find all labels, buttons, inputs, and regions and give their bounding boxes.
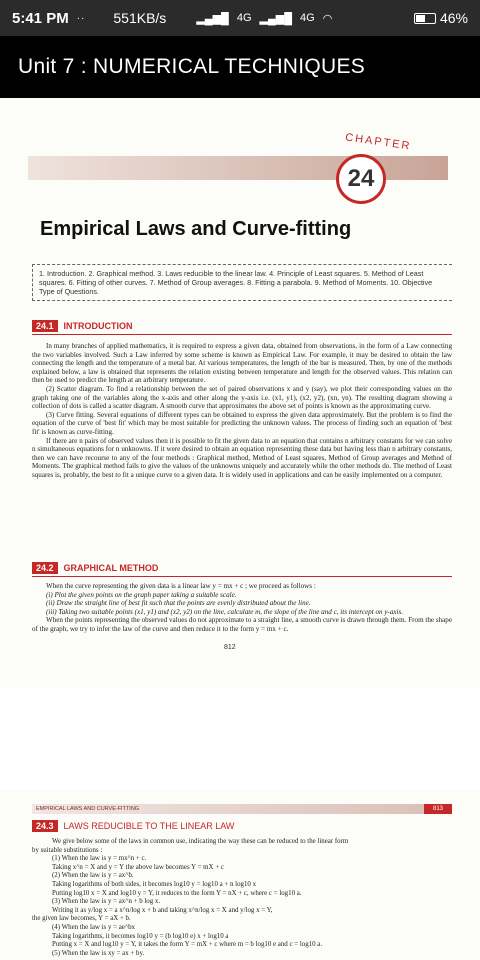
page-number: 812	[224, 644, 236, 651]
status-bar	[0, 0, 480, 36]
paragraph: If there are n pairs of observed values then it is possible to fit the given data to an equation that contains n arbitrary constants for we can solve n simultaneous equations for n unknowns. If it were desired to obtain an equation representing these data but having less than n arbitrary constants, then we can have recourse to any of the four methods : Graphical method, Method of Least squares, Method of Group averages and Method of Moments. The graphical method fails to give the values of the unknowns uniquely and accurately while the other methods do. The method of Least squares is, probably, the best to fit a unique curve to a given data. It is widely used in applications and can be easily implemented on a computer.	[32, 436, 452, 479]
chapter-contents: 1. Introduction. 2. Graphical method. 3. Laws reducible to the linear law. 4. Principle of Least squares. 5. Method of Least squares. 6. Fitting of other curves. 7. Method of Group averages. 8. Fitting a parabola. 9. Method of Moments. 10. Objective Type of Questions.	[32, 264, 452, 301]
text-line: Putting x = X and log10 y = Y, it takes the form Y = mX + c where m = b log10 e and c = log10 a.	[52, 941, 323, 949]
section-heading-introduction	[32, 320, 133, 332]
running-head: EMPIRICAL LAWS AND CURVE-FITTING	[32, 804, 452, 814]
chapter-title: Empirical Laws and Curve-fitting	[40, 218, 352, 240]
page-number: 813	[424, 804, 452, 814]
text-line: (1) When the law is y = mx^n + c.	[52, 855, 147, 863]
book-page-813[interactable]	[0, 790, 480, 960]
network-speed: 551KB/s	[113, 10, 167, 26]
text-line: Taking x^n = X and y = Y the above law becomes Y = mX + c	[52, 863, 224, 871]
app-bar	[0, 36, 480, 98]
text-line: the given law becomes, Y = aX + b.	[32, 915, 131, 923]
text-line: by suitable substitutions :	[32, 846, 103, 854]
chapter-label: CHAPTER	[344, 131, 413, 153]
notification-dots: ··	[76, 12, 86, 24]
step-i: (i) Plot the given points on the graph paper taking a suitable scale.	[46, 590, 237, 599]
text-line: Taking logarithms, it becomes log10 y = (b log10 e) x + log10 a	[52, 932, 229, 940]
text-line: (2) When the law is y = ax^b.	[52, 872, 134, 880]
battery-icon	[414, 13, 436, 24]
paragraph: In many branches of applied mathematics, it is required to express a given data, obtained from observations, in the form of a Law connecting the two variables involved. Such a Law inferred by some scheme is known as Empirical Law. For example, it may be desired to obtain the law connecting the length and the temperature of a metal bar. At various temperatures, the length of the bar is measured. Then, by one of the methods explained below, a law is obtained that represents the relation existing between temperature and length for the observed values. This relation can then be used to predict the length at an arbitrary temperature.	[32, 342, 452, 385]
paragraph: (2) Scatter diagram. To find a relationship between the set of paired observations x and y (say), we plot their corresponding values on the graph taking one of the variables along the x-axis and other along the y-axis i.e. (x1, y1), (x2, y2), (xn, yn). The resulting diagram showing a collection of dots is called a scatter diagram. A smooth curve that approximates the above set of points is known as the approximating curve.	[32, 384, 452, 411]
section-name: LAWS REDUCIBLE TO THE LINEAR LAW	[63, 821, 235, 831]
text-line: Taking logarithms of both sides, it becomes log10 y = log10 a + n log10 x	[52, 880, 257, 888]
text-line: (4) When the law is y = ae^bx	[52, 923, 135, 931]
signal-icon-1: ▂▄▆█	[196, 12, 229, 25]
network-type-1: 4G	[236, 12, 252, 24]
paragraph: (3) Curve fitting. Several equations of different types can be obtained to express the given data approximately. But the problem is to find the equation of the curve of 'best fit' which may be most suitable for predicting the unknown values. The process of finding such an equation of 'best fit' is known as curve-fitting.	[32, 410, 452, 436]
battery-indicator	[414, 10, 468, 26]
step-ii: (ii) Draw the straight line of best fit such that the points are evenly distributed about the line.	[46, 599, 311, 608]
section-rule	[32, 334, 452, 335]
section-heading-linear-law	[32, 820, 234, 832]
signal-icon-2: ▂▄▆█	[259, 12, 293, 25]
text-line: We give below some of the laws in common use, indicating the way these can be reduced to the linear form	[52, 838, 349, 845]
battery-percent: 46%	[439, 10, 468, 26]
text-line: (5) When the law is xy = ax + by.	[52, 949, 145, 957]
step-iii: (iii) Taking two suitable points (x1, y1) and (x2, y2) on the line, calculate m, the slope of the line and c, its intercept on y-axis.	[46, 607, 404, 616]
section-number: 24.1	[32, 320, 58, 332]
status-time: 5:41 PM	[12, 9, 69, 27]
section-number: 24.2	[32, 562, 58, 574]
text-line: (3) When the law is y = ax^n + b log x.	[52, 898, 161, 906]
paragraph: When the curve representing the given data is a linear law y = mx + c ; we proceed as follows :	[46, 582, 316, 590]
paragraph: When the points representing the observed values do not approximate to a straight line, a smooth curve is drawn through them. From the shape of the graph, we try to infer the law of the curve and then reduce it to the form y = mx + c.	[32, 616, 452, 633]
wifi-icon: ◠	[322, 12, 333, 25]
app-title: Unit 7 : NUMERICAL TECHNIQUES	[18, 55, 366, 78]
linear-law-text	[32, 838, 452, 958]
text-line: Writing it as y/log x = a x^n/log x + b and taking x^n/log x = X and y/log x = Y,	[52, 906, 273, 914]
book-page-812[interactable]	[0, 98, 480, 688]
introduction-text	[32, 342, 452, 480]
section-name: GRAPHICAL METHOD	[63, 563, 159, 573]
graphical-method-text	[32, 582, 452, 634]
section-rule	[32, 576, 452, 577]
section-number: 24.3	[32, 820, 58, 832]
text-line: Putting log10 x = X and log10 y = Y, it reduces to the form Y = nX + c, where c = log10 a.	[52, 889, 302, 897]
section-heading-graphical	[32, 562, 158, 574]
section-name: INTRODUCTION	[63, 321, 133, 331]
network-type-2: 4G	[300, 12, 315, 24]
page-gap	[0, 688, 480, 790]
chapter-number-badge: 24	[336, 154, 386, 204]
